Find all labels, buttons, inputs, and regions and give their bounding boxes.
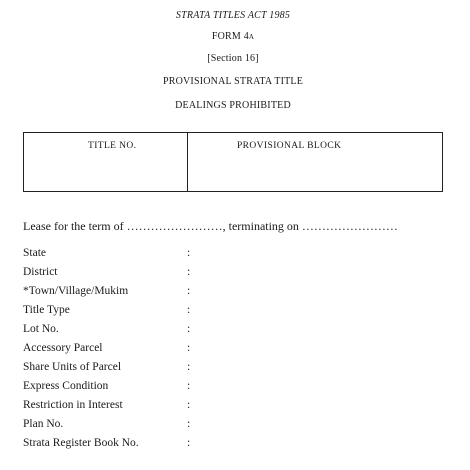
field-separator: : [187,380,191,392]
title-no-label: TITLE NO. [88,141,137,151]
field-row [23,247,443,266]
field-list [23,247,443,456]
form-number-main: FORM 4 [211,31,249,42]
title-info-box [23,132,443,192]
act-heading: STRATA TITLES ACT 1985 [175,10,291,21]
field-separator: : [187,418,191,430]
field-row [23,361,443,380]
field-row [23,342,443,361]
field-separator: : [187,399,191,411]
field-label: Lot No. [23,323,59,335]
title-box-divider [187,133,188,191]
field-row [23,418,443,437]
field-label: Accessory Parcel [23,342,103,354]
field-separator: : [187,323,191,335]
field-label: State [23,247,46,259]
field-label: District [23,266,58,278]
field-row [23,380,443,399]
field-label: Title Type [23,304,70,316]
section-reference: [Section 16] [207,53,259,64]
field-label: Express Condition [23,380,109,392]
field-separator: : [187,361,191,373]
field-row [23,323,443,342]
field-separator: : [187,266,191,278]
field-separator: : [187,285,191,297]
form-number [0,31,466,42]
field-row [23,266,443,285]
field-separator: : [187,304,191,316]
provisional-block-label: PROVISIONAL BLOCK [237,141,342,151]
field-row [23,285,443,304]
dealings-notice: DEALINGS PROHIBITED [175,100,291,111]
field-label: Strata Register Book No. [23,437,139,449]
form-number-suffix: A [248,33,255,41]
field-label: Plan No. [23,418,64,430]
field-label: *Town/Village/Mukim [23,285,129,297]
lease-term-line: Lease for the term of ……………………, terminating on …………………… [23,219,398,233]
field-row [23,304,443,323]
field-label: Restriction in Interest [23,399,123,411]
field-separator: : [187,342,191,354]
field-row [23,399,443,418]
field-separator: : [187,437,191,449]
field-separator: : [187,247,191,259]
field-row [23,437,443,456]
field-label: Share Units of Parcel [23,361,122,373]
document-title: PROVISIONAL STRATA TITLE [162,76,304,87]
